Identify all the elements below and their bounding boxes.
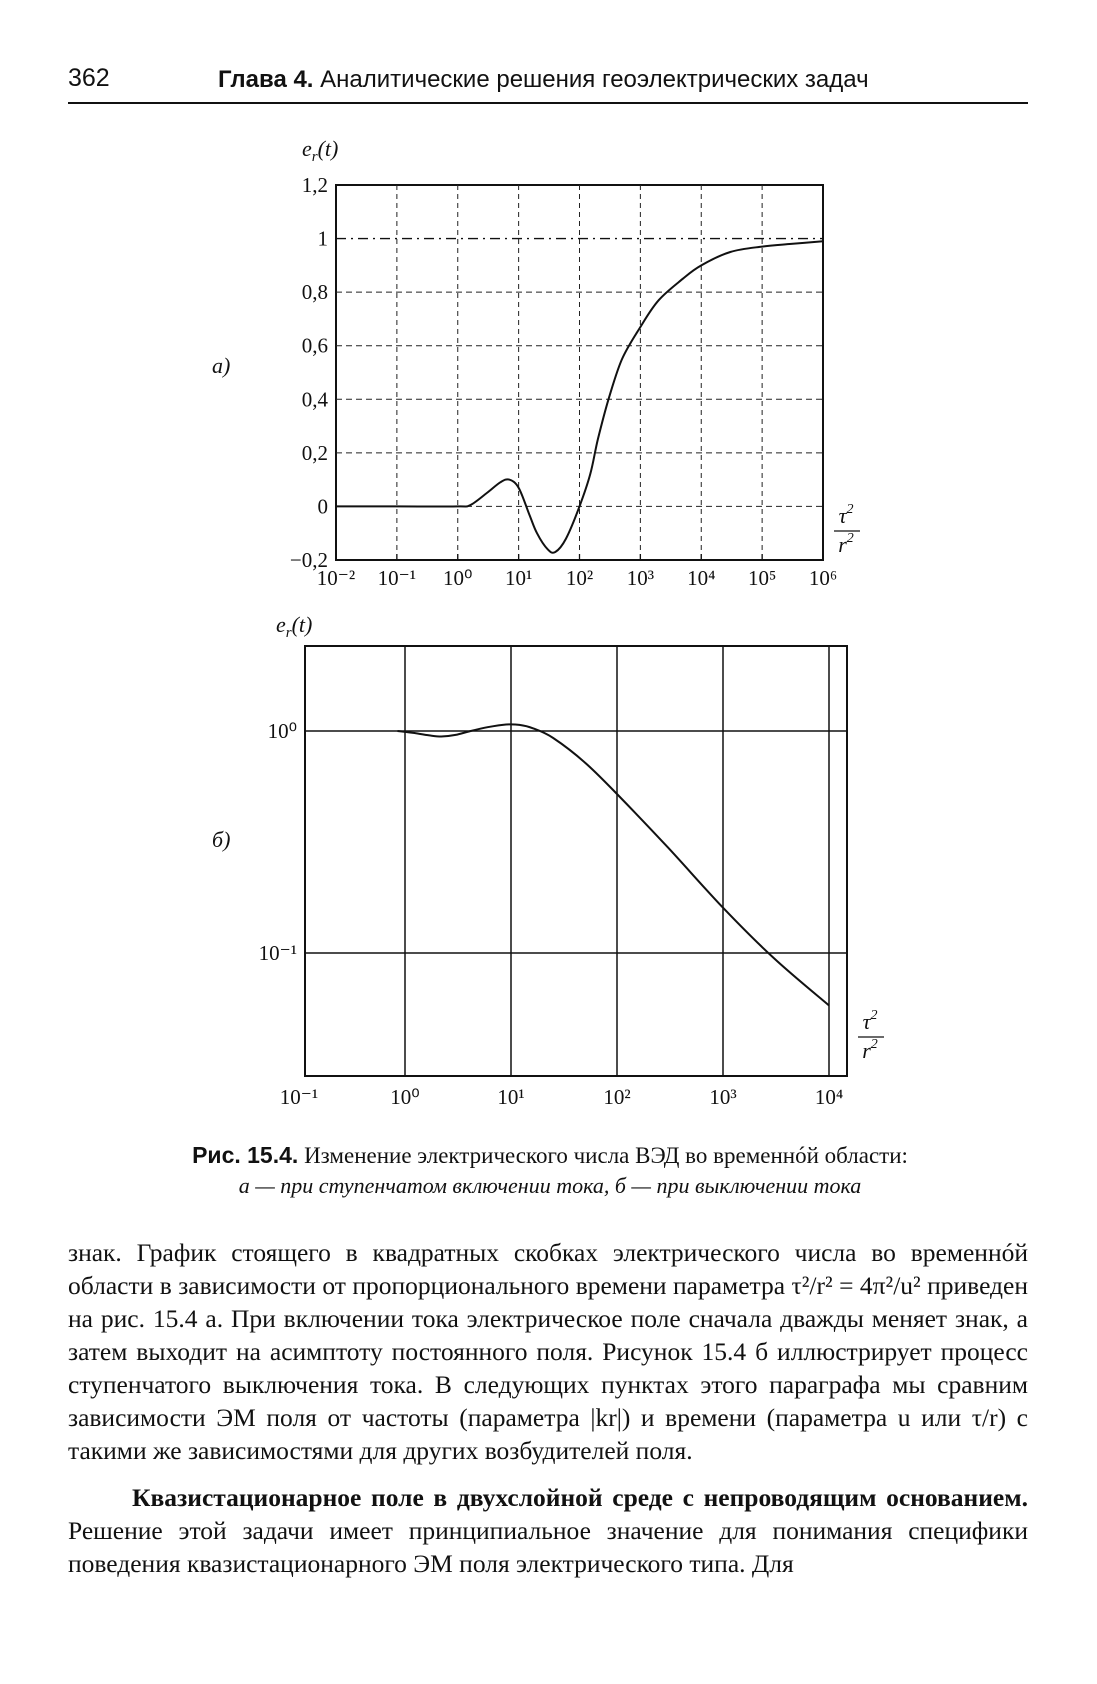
chart-a-ytick-label: 0,4 [301,387,328,412]
paragraph-1: знак. График стоящего в квадратных скобках электрического числа во временнóй области в зависимости от пропорционального времени параметра τ²/r² = 4π²/u² приведен на рис. 15.4 а. При включении тока электрическое поле сначала дважды меняет знак, а затем выходит на асимптоту постоянного поля. Рисунок 15.4 б иллюстрирует процесс ступенчатого выключения тока. В следующих пунктах этого параграфа мы сравним зависимости ЭМ поля от частоты (параметра |kr|) и времени (параметра u или τ/r) с такими же зависимостями для других возбудителей поля. [68,1238,1028,1465]
chart-a-xtick-label: 10³ [626,566,655,590]
chapter-label: Глава 4. [218,66,314,93]
chart-a [212,136,860,590]
chart-b-ticks [259,719,844,1109]
chart-a-xtick-label: 10⁶ [808,566,838,590]
page-number: 362 [68,64,110,92]
chart-b-series-line [398,724,830,1005]
chart-b [212,612,884,1109]
chart-a-xtick-label: 10⁵ [747,566,777,590]
caption-line-1: Изменение электрического числа ВЭД во временнóй области: [304,1143,908,1168]
chart-b-ytick-label: 10⁰ [267,719,297,743]
chart-b-xtick-label: 10² [603,1085,631,1109]
svg-text:r2: $r^2$ [838,531,854,557]
chart-a-ytick-label: −0,2 [289,548,328,572]
chart-b-frame [305,646,847,1076]
caption-label: Рис. 15.4. [192,1142,299,1168]
chart-a-ytick-label: 1,2 [301,173,328,197]
svg-text:r2: $r^2$ [862,1037,878,1063]
chart-b-xtick-label: 10⁻¹ [279,1085,319,1109]
chart-a-xtick-label: 10⁴ [687,566,716,590]
chapter-title: Аналитические решения геоэлектрических задач [320,66,869,93]
chart-b-xtick-label: 10⁰ [390,1085,420,1109]
chart-b-ytick-label: 10⁻¹ [258,941,297,965]
figure-caption [100,1140,1000,1201]
chart-a-ytick-label: 0,8 [301,280,328,305]
chart-a-ylabel: $e_r(t)$ [302,136,339,165]
chart-a-ytick-label: 1 [317,226,328,251]
chart-b-grid [305,646,847,1076]
chart-a-xtick-label: 10⁻¹ [377,566,417,590]
body-text [68,1236,1028,1580]
chart-a-ytick-label: 0,2 [301,440,328,465]
svg-text:τ2: $\tau^2$ [838,502,854,528]
chart-b-xtick-label: 10⁴ [814,1085,844,1109]
svg-text:τ2: $\tau^2$ [862,1008,878,1034]
chart-b-xtick-label: 10³ [709,1085,737,1109]
chart-a-xtick-label: 10¹ [504,566,533,590]
panel-a-label: а) [212,353,231,378]
paragraph-2 [68,1481,1028,1580]
chart-a-ticks [290,173,837,590]
chart-a-xlabel [834,502,860,557]
chart-a-xtick-label: 10⁰ [443,566,473,590]
caption-line-2: а — при ступенчатом включении тока, б — при выключении тока [238,1173,862,1198]
chart-b-xlabel [858,1008,884,1063]
chart-a-ytick-label: 0,6 [301,333,328,358]
paragraph-2-heading: Квазистационарное поле в двухслойной среде с непроводящим основанием. [132,1483,1028,1512]
chart-a-xtick-label: 10² [565,566,594,590]
chart-b-ylabel: $e_r(t)$ [276,612,313,641]
paragraph-2-text: Решение этой задачи имеет принципиальное значение для понимания специфики поведения квазистационарного ЭМ поля электрического типа. Для [68,1516,1028,1578]
panel-b-label: б) [212,827,231,852]
chart-a-xtick-label: 10⁻² [316,566,356,590]
chart-a-ytick-label: 0 [317,494,328,519]
chart-b-xtick-label: 10¹ [497,1085,525,1109]
